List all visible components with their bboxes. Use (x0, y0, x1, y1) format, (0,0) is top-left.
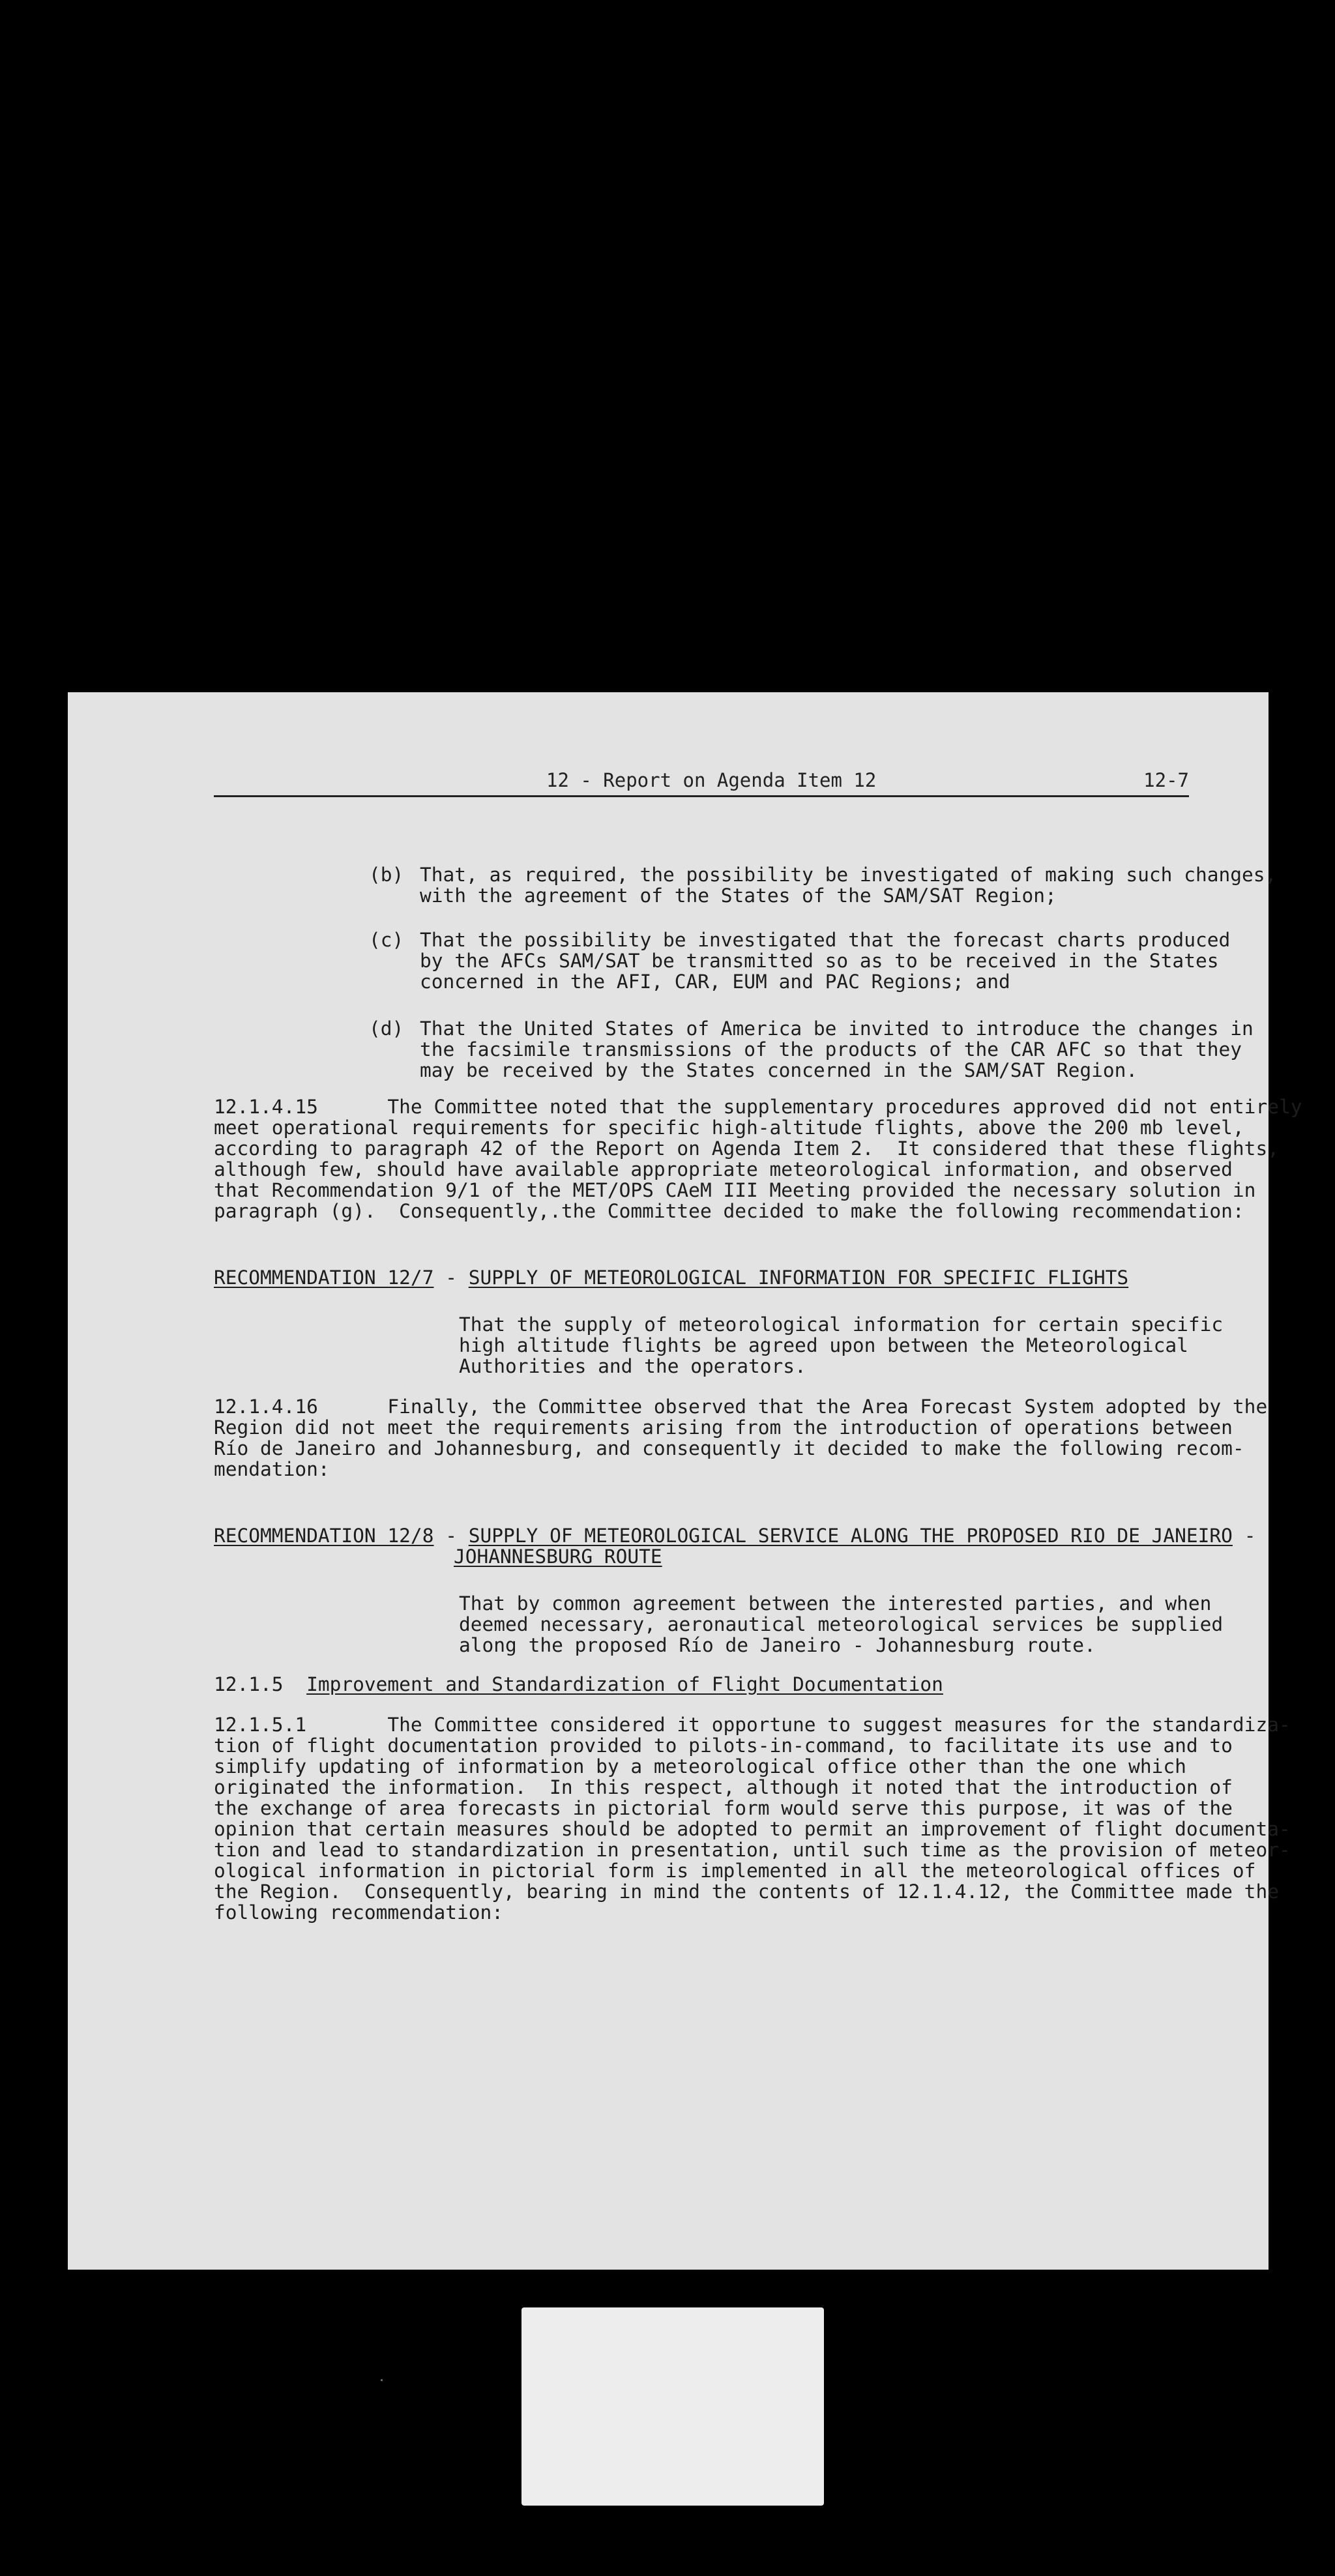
text-line: Authorities and the operators. (459, 1355, 806, 1377)
heading-dash: - (433, 1525, 469, 1547)
page-header (214, 768, 1189, 797)
header-title: 12 - Report on Agenda Item 12 (546, 769, 877, 791)
document-page (68, 692, 1302, 2270)
text-line: That by common agreement between the interested parties, and when (459, 1592, 1212, 1615)
text-line: tion of flight documentation provided to pilots-in-command, to facilitate its use and to (214, 1734, 1233, 1757)
speck (381, 2379, 383, 2381)
text-line: 12.1.5.1 The Committee considered it opportune to suggest measures for the standardiza- (214, 1714, 1291, 1736)
text-line: the Region. Consequently, bearing in mind the contents of 12.1.4.12, the Committee made the (214, 1881, 1279, 1903)
text-line: opinion that certain measures should be adopted to permit an improvement of flight documenta- (214, 1818, 1291, 1840)
heading-dash: - (1232, 1525, 1256, 1547)
recommendation-12-7-body (459, 1314, 1223, 1377)
text-line: although few, should have available appropriate meteorological information, and observed (214, 1158, 1233, 1180)
subitem-label: (c) (369, 929, 404, 951)
text-line: 12.1.4.16 Finally, the Committee observed that the Area Forecast System adopted by the (214, 1396, 1268, 1418)
text-line: according to paragraph 42 of the Report on Agenda Item 2. It considered that these flights, (214, 1137, 1279, 1160)
text-line: That the supply of meteorological information for certain specific (459, 1313, 1224, 1336)
section-heading-12-1-5 (214, 1674, 943, 1695)
section-number: 12.1.5 (214, 1673, 307, 1695)
recommendation-12-8-heading (214, 1525, 1255, 1567)
text-line: That the United States of America be invited to introduce the changes in (420, 1017, 1254, 1040)
text-line: ological information in pictorial form is implemented in all the meteorological offices of (214, 1860, 1256, 1882)
text-line: the facsimile transmissions of the products of the CAR AFC so that they (420, 1038, 1242, 1061)
text-line: simplify updating of information by a meteorological office other than the one which (214, 1755, 1186, 1778)
text-line: by the AFCs SAM/SAT be transmitted so as to be received in the States (420, 950, 1219, 972)
subitem-label: (b) (369, 864, 404, 886)
text-line: That, as required, the possibility be investigated of making such changes, (420, 864, 1277, 886)
text-line: the exchange of area forecasts in pictorial form would serve this purpose, it was of the (214, 1797, 1233, 1819)
text-line: that Recommendation 9/1 of the MET/OPS CAeM III Meeting provided the necessary solution in (214, 1179, 1256, 1201)
blank-card (521, 2307, 824, 2506)
text-line: may be received by the States concerned in the SAM/SAT Region. (420, 1059, 1138, 1081)
heading-dash: - (433, 1266, 469, 1289)
recommendation-label: RECOMMENDATION 12/7 (214, 1266, 434, 1289)
text-line: high altitude flights be agreed upon between the Meteorological (459, 1334, 1188, 1356)
text-line: meet operational requirements for specific high-altitude flights, above the 200 mb level, (214, 1117, 1244, 1139)
section-title: Improvement and Standardization of Flight Documentation (306, 1673, 943, 1695)
text-line: paragraph (g). Consequently,.the Committee decided to make the following recommendation: (214, 1200, 1244, 1222)
recommendation-label: RECOMMENDATION 12/8 (214, 1525, 434, 1547)
recommendation-12-7-heading (214, 1267, 1128, 1288)
text-line: mendation: (214, 1458, 330, 1480)
recommendation-title: SUPPLY OF METEOROLOGICAL SERVICE ALONG THE PROPOSED RIO DE JANEIRO (468, 1525, 1233, 1547)
text-line: following recommendation: (214, 1901, 504, 1924)
recommendation-12-8-body (459, 1593, 1223, 1656)
text-line: Region did not meet the requirements arising from the introduction of operations between (214, 1416, 1233, 1439)
paragraph-12-1-5-1 (214, 1714, 1291, 1923)
text-line: along the proposed Río de Janeiro - Johannesburg route. (459, 1634, 1096, 1656)
text-line: originated the information. In this respect, although it noted that the introduction of (214, 1776, 1233, 1798)
paragraph-12-1-4-15 (214, 1096, 1302, 1222)
text-line: That the possibility be investigated that the forecast charts produced (420, 929, 1231, 951)
paragraph-12-1-4-16 (214, 1396, 1267, 1480)
subitem-label: (d) (369, 1017, 404, 1040)
text-line: concerned in the AFI, CAR, EUM and PAC Regions; and (420, 971, 1010, 993)
recommendation-title-continued: JOHANNESBURG ROUTE (454, 1545, 662, 1568)
page-number: 12-7 (1143, 769, 1189, 791)
text-line: 12.1.4.15 The Committee noted that the supplementary procedures approved did not entirely (214, 1096, 1302, 1118)
recommendation-title: SUPPLY OF METEOROLOGICAL INFORMATION FOR SPECIFIC FLIGHTS (468, 1266, 1129, 1289)
text-line: deemed necessary, aeronautical meteorological services be supplied (459, 1613, 1224, 1635)
text-line: Río de Janeiro and Johannesburg, and consequently it decided to make the following recom- (214, 1437, 1244, 1459)
text-line: tion and lead to standardization in presentation, until such time as the provision of meteor- (214, 1839, 1291, 1861)
text-line: with the agreement of the States of the SAM/SAT Region; (420, 885, 1057, 907)
